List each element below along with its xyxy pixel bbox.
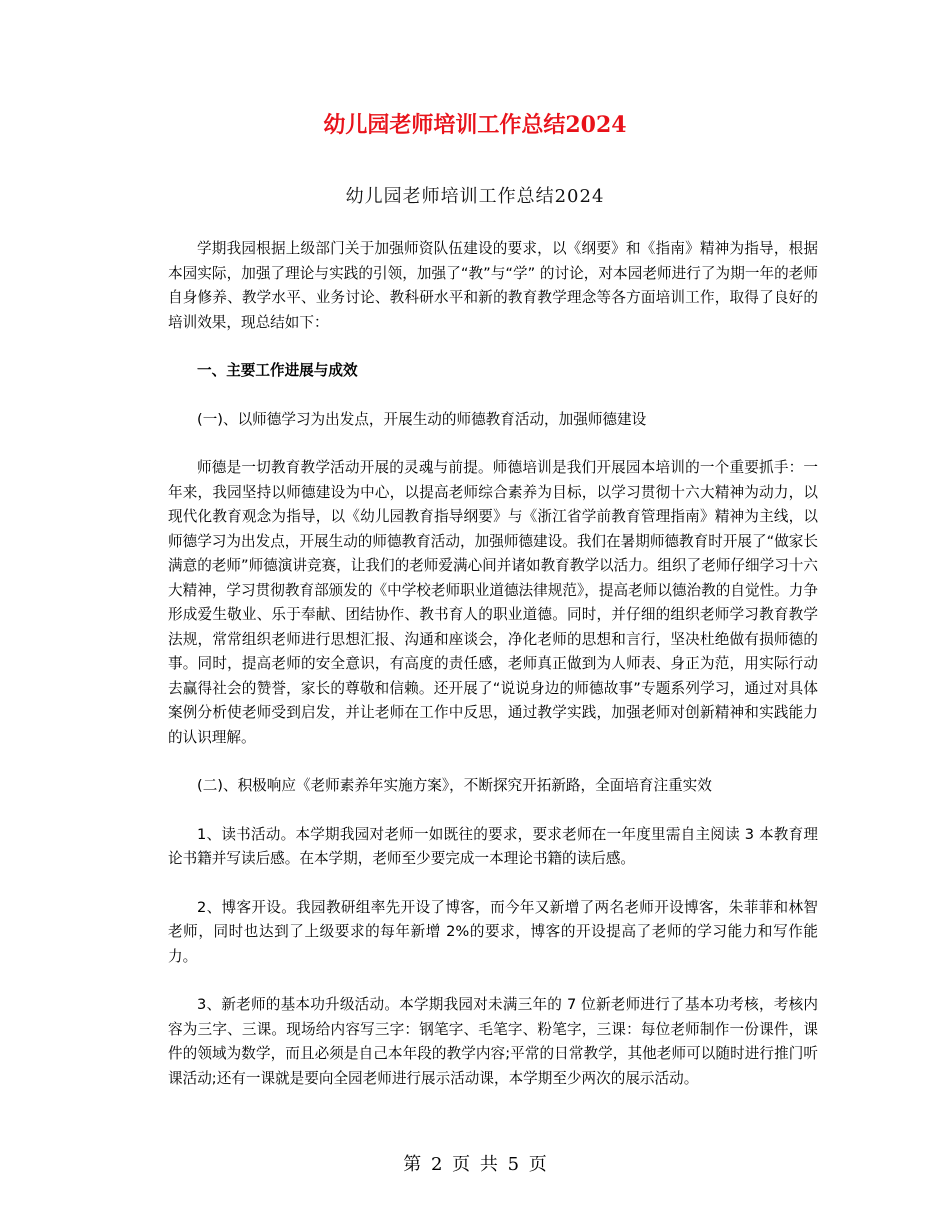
subsection-heading-ethics: (一)、以师德学习为出发点，开展生动的师德教育活动，加强师德建设: [197, 410, 647, 428]
ethics-paragraph: 师德是一切教育教学活动开展的灵魂与前提。师德培训是我们开展园本培训的一个重要抓手：一年来，我园坚持以师德建设为中心，以提高老师综合素养为目标，以学习贯彻十六大精神为动力，以现代化教育观念为指导，以《幼儿园教育指导纲要》与《浙江省学前教育管理指南》精神为主线，以师德学习为出发点，开展生动的师德教育活动，加强师德建设。我们在暑期师德教育时开展了“做家长满意的老师”师德演讲竞赛，让我们的老师爱满心间并诸如教育教学以活力。组织了老师仔细学习十六大精神，学习贯彻教育部颁发的《中学校老师职业道德法律规范》，提高老师以德治教的自觉性。力争形成爱生敬业、乐于奉献、团结协作、教书育人的职业道德。同时，并仔细的组织老师学习教育教学法规，常常组织老师进行思想汇报、沟通和座谈会，净化老师的思想和言行，坚决杜绝做有损师德的事。同时，提高老师的安全意识，有高度的责任感，老师真正做到为人师表、身正为范，用实际行动去赢得社会的赞誉，家长的尊敬和信赖。还开展了“说说身边的师德故事”专题系列学习，通过对具体案例分析使老师受到启发，并让老师在工作中反思，通过教学实践，加强老师对创新精神和实践能力的认识理解。: [168, 459, 818, 746]
reading-activity-paragraph: 1、读书活动。本学期我园对老师一如既往的要求，要求老师在一年度里需自主阅读 3 本教育理论书籍并写读后感。在本学期，老师至少要完成一本理论书籍的读后感。: [168, 825, 818, 867]
page-number-footer: 第 2 页 共 5 页: [403, 1154, 547, 1175]
section-heading-main-work: 一、主要工作进展与成效: [197, 362, 358, 379]
document-subtitle: 幼儿园老师培训工作总结2024: [345, 186, 605, 207]
intro-paragraph: 学期我园根据上级部门关于加强师资队伍建设的要求，以《纲要》和《指南》精神为指导，根据本园实际，加强了理论与实践的引领，加强了“教”与“学” 的讨论，对本园老师进行了为期一年的老师自身修养、教学水平、业务讨论、教科研水平和新的教育教学理念等各方面培训工作，取得了良好的培训效果，现总结如下：: [168, 240, 818, 331]
document-body: [168, 237, 818, 1115]
subsection-heading-quality: (二)、积极响应《老师素养年实施方案》，不断探究开拓新路，全面培育注重实效: [197, 777, 712, 794]
document-title: 幼儿园老师培训工作总结2024: [323, 112, 627, 138]
blog-paragraph: 2、博客开设。我园教研组率先开设了博客，而今年又新增了两名老师开设博客，朱菲菲和林智老师，同时也达到了上级要求的每年新增 2%的要求，博客的开设提高了老师的学习能力和写作能力。: [168, 898, 818, 965]
new-teacher-paragraph: 3、新老师的基本功升级活动。本学期我园对未满三年的 7 位新老师进行了基本功考核，考核内容为三字、三课。现场给内容写三字：钢笔字、毛笔字、粉笔字，三课：每位老师制作一份课件，课件的领域为数学，而且必须是自己本年段的教学内容;平常的日常教学，其他老师可以随时进行推门听课活动;还有一课就是要向全园老师进行展示活动课，本学期至少两次的展示活动。: [168, 996, 818, 1087]
